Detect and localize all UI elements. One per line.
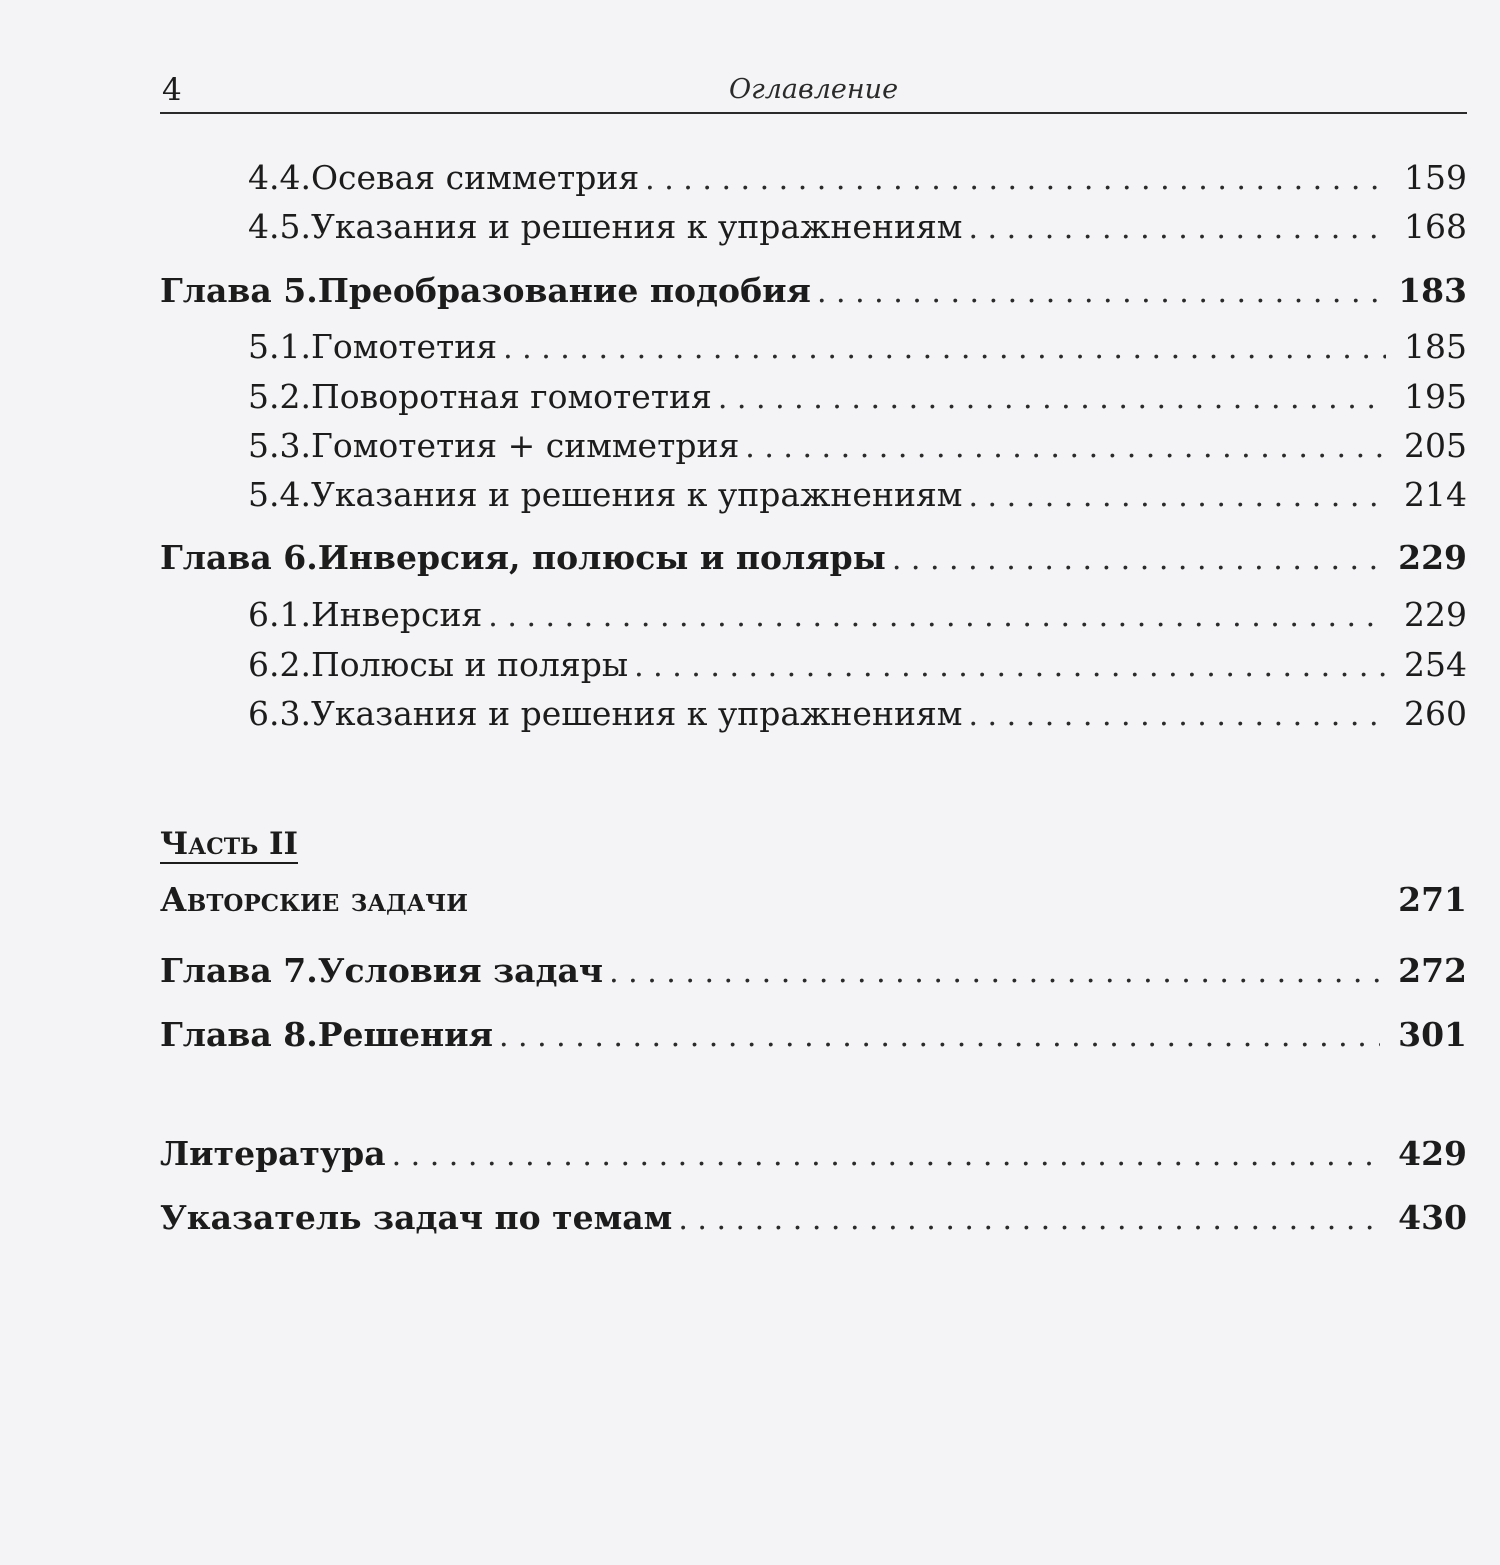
- page-ref: 301: [1398, 1015, 1467, 1054]
- toc-entry-5-1[interactable]: [248, 327, 1467, 371]
- chapter-title: Решения: [317, 1015, 493, 1054]
- running-head: [160, 70, 1467, 114]
- toc-entry-6-2[interactable]: [248, 645, 1467, 689]
- dot-leader: [609, 955, 1380, 990]
- section-title: Гомотетия + симметрия: [310, 426, 740, 465]
- page-ref: 205: [1404, 426, 1467, 465]
- toc-entry-4-4[interactable]: [248, 158, 1467, 202]
- dot-leader: [503, 331, 1386, 366]
- section-title: Указания и решения к упражнениям: [310, 207, 963, 246]
- section-title: Осевая симметрия: [310, 158, 640, 197]
- toc-chapter-6[interactable]: [160, 538, 1467, 582]
- toc-chapter-7[interactable]: [160, 951, 1467, 995]
- section-number: 5.2.: [248, 377, 311, 416]
- page-ref: 430: [1398, 1198, 1467, 1237]
- page-ref: 429: [1398, 1134, 1467, 1173]
- section-number: 5.4.: [248, 475, 311, 514]
- dot-leader: [488, 599, 1386, 634]
- backmatter-title: Литература: [160, 1134, 386, 1173]
- dot-leader: [892, 542, 1380, 577]
- toc-entry-5-2[interactable]: [248, 377, 1467, 421]
- section-number: 4.4.: [248, 158, 311, 197]
- toc-literature[interactable]: [160, 1134, 1467, 1178]
- toc-entry-5-4[interactable]: [248, 475, 1467, 519]
- page-ref: 183: [1398, 271, 1467, 310]
- section-number: 6.2.: [248, 645, 311, 684]
- section-title: Указания и решения к упражнениям: [310, 694, 963, 733]
- page-ref: 214: [1404, 475, 1467, 514]
- chapter-number: Глава 6.: [160, 538, 318, 577]
- dot-leader: [968, 698, 1386, 733]
- page-ref: 229: [1398, 538, 1467, 577]
- page-ref: 271: [1398, 880, 1467, 919]
- chapter-number: Глава 5.: [160, 271, 318, 310]
- page-ref: 168: [1404, 207, 1467, 246]
- section-number: 4.5.: [248, 207, 311, 246]
- toc-problem-index[interactable]: [160, 1198, 1467, 1242]
- chapter-title: Преобразование подобия: [317, 271, 811, 310]
- toc-entry-6-3[interactable]: [248, 694, 1467, 738]
- toc-entry-6-1[interactable]: [248, 595, 1467, 639]
- section-number: 5.1.: [248, 327, 311, 366]
- section-title: Полюсы и поляры: [310, 645, 629, 684]
- dot-leader: [645, 162, 1386, 197]
- chapter-number: Глава 8.: [160, 1015, 318, 1054]
- page-ref: 254: [1404, 645, 1467, 684]
- section-number: 6.3.: [248, 694, 311, 733]
- part-title: Авторские задачи: [160, 880, 468, 919]
- dot-leader: [817, 275, 1380, 310]
- page-ref: 229: [1404, 595, 1467, 634]
- part-label: Часть II: [160, 826, 299, 862]
- chapter-title: Инверсия, полюсы и поляры: [317, 538, 886, 577]
- running-head-title: Оглавление: [728, 74, 899, 105]
- dot-leader: [718, 381, 1386, 416]
- section-number: 6.1.: [248, 595, 311, 634]
- dot-leader: [392, 1138, 1381, 1173]
- section-title: Инверсия: [310, 595, 483, 634]
- dot-leader: [968, 211, 1386, 246]
- toc-chapter-5[interactable]: [160, 271, 1467, 315]
- chapter-title: Условия задач: [317, 951, 604, 990]
- page-ref: 260: [1404, 694, 1467, 733]
- page-ref: 185: [1404, 327, 1467, 366]
- toc-page: [160, 0, 1467, 1565]
- toc-entry-4-5[interactable]: [248, 207, 1467, 251]
- page-number: 4: [162, 72, 182, 108]
- dot-leader: [634, 649, 1386, 684]
- section-title: Гомотетия: [310, 327, 498, 366]
- dot-leader: [678, 1202, 1380, 1237]
- dot-leader: [745, 430, 1386, 465]
- backmatter-title: Указатель задач по темам: [160, 1198, 673, 1237]
- section-title: Указания и решения к упражнениям: [310, 475, 963, 514]
- dot-leader: [499, 1019, 1380, 1054]
- page-ref: 195: [1404, 377, 1467, 416]
- section-number: 5.3.: [248, 426, 311, 465]
- chapter-number: Глава 7.: [160, 951, 318, 990]
- page-ref: 272: [1398, 951, 1467, 990]
- section-title: Поворотная гомотетия: [310, 377, 712, 416]
- page-ref: 159: [1404, 158, 1467, 197]
- dot-leader: [968, 479, 1386, 514]
- toc-part-2[interactable]: [160, 880, 1467, 924]
- toc-chapter-8[interactable]: [160, 1015, 1467, 1059]
- toc-entry-5-3[interactable]: [248, 426, 1467, 470]
